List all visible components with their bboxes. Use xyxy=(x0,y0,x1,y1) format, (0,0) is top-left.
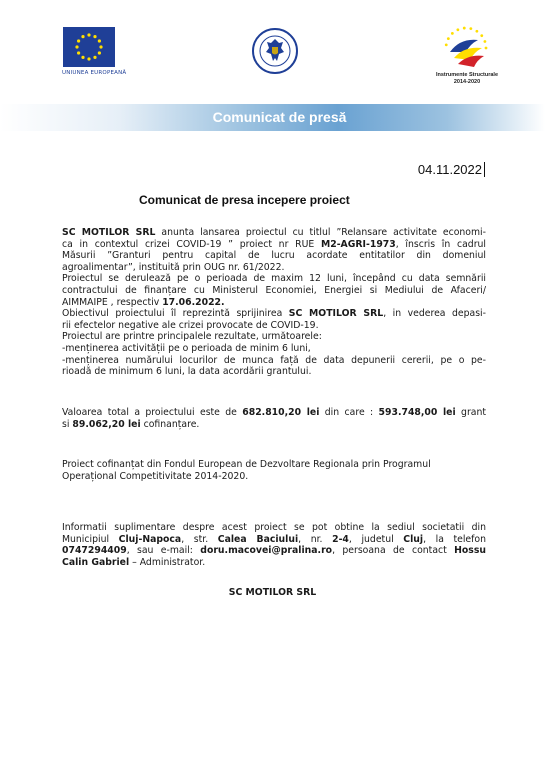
text-span: din care : xyxy=(319,407,379,418)
contact-person: Calin Gabriel xyxy=(62,556,130,568)
text-line xyxy=(62,534,486,546)
is-star-icon xyxy=(485,47,488,50)
is-star-icon xyxy=(447,37,450,40)
eu-star-icon xyxy=(98,51,101,54)
banner-title: Comunicat de presă xyxy=(212,109,347,125)
is-star-icon xyxy=(445,43,448,46)
rue-number: M2-AGRI-1973 xyxy=(320,238,396,250)
romanian-government-seal-icon xyxy=(251,27,299,75)
contract-date: 17.06.2022. xyxy=(162,296,225,308)
text-line: -menținerea activității pe o perioada de minim 6 luni, xyxy=(62,342,311,354)
text-line xyxy=(62,545,486,557)
paragraph-project-description xyxy=(62,227,486,378)
eu-star-icon xyxy=(93,35,96,38)
contact-person: Hossu xyxy=(454,545,486,557)
company-name: SC MOTILOR SRL xyxy=(62,227,156,238)
city: Cluj-Napoca xyxy=(118,533,182,545)
phone-number: 0747294409 xyxy=(62,545,127,557)
document-title: Comunicat de presa incepere proiect xyxy=(139,193,350,207)
street: Calea Baciului xyxy=(217,533,299,545)
text-span: , nr. xyxy=(298,533,333,545)
text-line: contractului de finanțare cu Ministerul Economiei, Energiei si Mediului de Afaceri/ xyxy=(62,284,486,296)
text-line: Proiectul are printre principalele rezultate, următoarele: xyxy=(62,331,322,343)
eu-label: UNIUNEA EUROPEANĂ xyxy=(62,70,127,76)
county: Cluj xyxy=(403,533,424,545)
eu-star-icon xyxy=(98,39,101,42)
is-star-icon xyxy=(451,32,454,35)
paragraph-cofinancing xyxy=(62,459,486,482)
text-span: , str. xyxy=(181,533,218,545)
is-star-icon xyxy=(463,27,466,30)
eu-star-icon xyxy=(87,57,90,60)
text-line: Proiect cofinanțat din Fondul European de Dezvoltare Regionala prin Programul xyxy=(62,459,431,470)
structural-instruments-label xyxy=(432,72,502,86)
is-star-icon xyxy=(475,30,478,33)
text-span: Valoarea total a proiectului este de xyxy=(62,407,243,418)
paragraph-contact-info xyxy=(62,522,486,568)
text-line xyxy=(62,297,486,309)
signature-company: SC MOTILOR SRL xyxy=(228,587,317,598)
text-span: AIMMAIPE , respectiv xyxy=(62,296,163,308)
text-line: Proiectul se derulează pe o perioada de maxim 12 luni, începând cu data semnării xyxy=(62,273,486,285)
text-line xyxy=(62,407,486,419)
structural-instruments-logo-icon xyxy=(436,22,496,72)
text-line xyxy=(62,227,486,239)
text-span: , la telefon xyxy=(423,533,487,545)
text-span: – Administrator. xyxy=(129,556,206,568)
text-line: agroalimentar”, instituită prin OUG nr. 61/2022. xyxy=(62,261,285,273)
text-line: -menținerea numărului locurilor de munca față de data depunerii cererii, pe o pe- xyxy=(62,354,486,366)
text-line xyxy=(62,308,486,320)
text-span: si xyxy=(62,418,73,430)
text-span: , in vederea depasi- xyxy=(383,308,486,320)
text-span: Municipiul xyxy=(62,533,119,545)
eu-star-icon xyxy=(75,45,78,48)
is-star-icon xyxy=(484,40,487,43)
text-span: Obiectivul proiectului îl reprezintă sprijinirea xyxy=(62,308,289,320)
eu-star-icon xyxy=(93,56,96,59)
text-span: anunta lansarea proiectul cu titlul ”Relansare activitate economi- xyxy=(155,227,486,238)
is-label-line1: Instrumente Structurale xyxy=(435,72,499,78)
eu-star-icon xyxy=(99,45,102,48)
text-line: rii efectelor negative ale crizei provocate de COVID-19. xyxy=(62,319,319,331)
header-logos xyxy=(0,0,545,100)
text-span: , sau e-mail: xyxy=(126,545,201,557)
text-span: ca in contextul crizei COVID-19 ” proiect nr RUE xyxy=(62,238,321,250)
is-star-icon xyxy=(480,34,483,37)
text-span: , judetul xyxy=(348,533,404,545)
total-value: 682.810,20 lei xyxy=(242,407,320,418)
text-line xyxy=(62,419,486,431)
eu-star-icon xyxy=(81,35,84,38)
eu-star-icon xyxy=(87,33,90,36)
eu-flag-icon xyxy=(63,27,115,67)
company-name: SC MOTILOR SRL xyxy=(288,308,384,320)
text-line: Măsurii ”Granturi pentru capital de lucru acordate entitatilor din domeniul xyxy=(62,250,486,262)
text-span: , persoana de contact xyxy=(332,545,455,557)
is-label-line2: 2014-2020 xyxy=(453,79,481,85)
text-span: , înscris în cadrul xyxy=(395,238,486,250)
paragraph-project-value xyxy=(62,407,486,430)
text-line: Operațional Competitivitate 2014-2020. xyxy=(62,470,249,482)
eu-star-icon xyxy=(81,56,84,59)
cofinancing-value: 89.062,20 lei xyxy=(72,418,141,430)
text-line: rioadă de minimum 6 luni, la data acordării grantului. xyxy=(62,366,312,378)
text-span: grant xyxy=(455,407,486,418)
document-date: 04.11.2022 xyxy=(418,162,485,177)
eu-star-icon xyxy=(77,51,80,54)
text-line xyxy=(62,557,486,569)
text-span: cofinanțare. xyxy=(140,418,200,430)
street-number: 2-4 xyxy=(332,533,349,545)
eu-star-icon xyxy=(77,39,80,42)
grant-value: 593.748,00 lei xyxy=(378,407,456,418)
is-star-icon xyxy=(469,27,472,30)
text-line xyxy=(62,239,486,251)
is-star-icon xyxy=(456,28,459,31)
text-line: Informatii suplimentare despre acest proiect se pot obtine la sediul societatii din xyxy=(62,522,486,533)
email-address: doru.macovei@pralina.ro xyxy=(200,545,333,557)
